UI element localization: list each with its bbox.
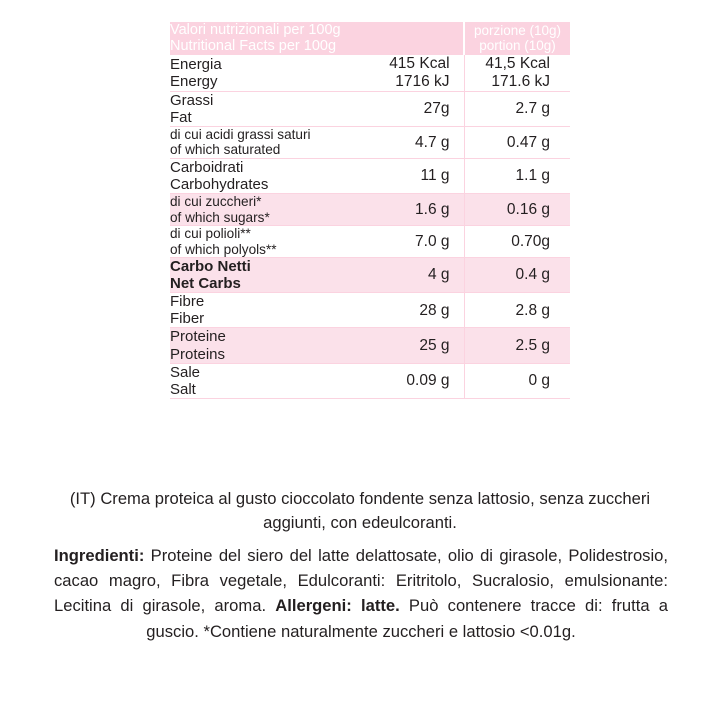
- row-value-portion: 2.7 g: [464, 91, 570, 126]
- row-label-it: Grassi: [170, 91, 214, 109]
- row-label: [170, 55, 358, 91]
- row-value-100g-line1: 415 Kcal: [389, 55, 450, 73]
- row-label: [170, 328, 358, 363]
- row-value-portion-line2: 171.6 kJ: [491, 73, 551, 91]
- row-label-it: Carbo Netti: [170, 258, 251, 276]
- row-label: [170, 126, 358, 158]
- row-label: [170, 91, 358, 126]
- row-value-100g: 4 g: [358, 258, 464, 293]
- header-portion-it: porzione (10g): [473, 23, 562, 39]
- row-value-100g-line2: 1716 kJ: [395, 73, 450, 91]
- row-value-100g: 1.6 g: [358, 194, 464, 226]
- table-header-row: [170, 22, 570, 55]
- allergens-label: Allergeni: latte.: [275, 596, 400, 616]
- row-label-en: Net Carbs: [170, 275, 241, 293]
- row-value-100g: 25 g: [358, 328, 464, 363]
- table-row: [170, 293, 570, 328]
- row-label: [170, 194, 358, 226]
- header-label-cell: [170, 22, 464, 55]
- ingredients-label: Ingredienti:: [54, 546, 145, 565]
- row-label-it: di cui acidi grassi saturi: [170, 126, 311, 142]
- row-label-en: of which polyols**: [170, 241, 277, 257]
- header-label-it: Valori nutrizionali per 100g: [170, 22, 341, 38]
- row-label: [170, 293, 358, 328]
- row-label-it: Carboidrati: [170, 158, 244, 176]
- ingredients-text: Proteine del siero del latte delattosate, olio di girasole, Polidestrosio, cacao magro, Fibra vegetale, Edulcoranti: Eritritolo, Sucralosio, emulsionante: Lecitina di girasole, aroma.: [54, 546, 668, 616]
- row-value-portion: 2.8 g: [464, 293, 570, 328]
- row-label-it: di cui polioli**: [170, 226, 251, 242]
- row-value-portion: 1.1 g: [464, 158, 570, 193]
- row-label-en: Fiber: [170, 310, 205, 328]
- row-value-portion: 0 g: [464, 363, 570, 398]
- description-line-1: (IT) Crema proteica al gusto cioccolato fondente senza lattosio,: [69, 489, 535, 508]
- table-row: [170, 55, 570, 91]
- product-description: [54, 487, 666, 534]
- allergens-text: Può contenere tracce di: frutta a guscio. *Contiene naturalmente zuccheri e lattosio <0.01g.: [146, 596, 669, 641]
- row-label: [170, 226, 358, 258]
- row-value-portion: 0.4 g: [464, 258, 570, 293]
- nutrition-table-body: [170, 22, 570, 398]
- row-value-100g: 11 g: [358, 158, 464, 193]
- row-label-it: di cui zuccheri*: [170, 194, 262, 210]
- header-portion-cell: [464, 22, 570, 55]
- row-label-it: Fibre: [170, 293, 205, 311]
- row-label: [170, 258, 358, 293]
- row-value-portion-line1: 41,5 Kcal: [485, 55, 551, 73]
- row-value-100g: 4.7 g: [358, 126, 464, 158]
- table-row: [170, 328, 570, 363]
- table-bottom-border: [170, 398, 570, 399]
- table-row: [170, 158, 570, 193]
- row-value-portion: [464, 55, 570, 91]
- row-value-portion: 0.70g: [464, 226, 570, 258]
- row-value-portion: 0.47 g: [464, 126, 570, 158]
- row-label-en: Fat: [170, 108, 192, 126]
- description-line-2: senza zuccheri aggiunti, con edeulcoranti.: [263, 489, 651, 532]
- row-label-it: Proteine: [170, 328, 226, 346]
- row-value-100g: 28 g: [358, 293, 464, 328]
- header-label-en: Nutritional Facts per 100g: [170, 38, 337, 55]
- row-label-en: Salt: [170, 380, 196, 398]
- table-row: [170, 126, 570, 158]
- row-label-it: Energia: [170, 56, 222, 74]
- row-label: [170, 363, 358, 398]
- row-value-100g: [358, 55, 464, 91]
- ingredients-paragraph: [54, 543, 668, 644]
- table-row: [170, 91, 570, 126]
- table-row: [170, 226, 570, 258]
- row-label: [170, 158, 358, 193]
- row-label-en: of which sugars*: [170, 209, 270, 225]
- table-row: [170, 363, 570, 398]
- row-label-en: Energy: [170, 73, 218, 91]
- row-label-en: Proteins: [170, 345, 226, 363]
- row-value-100g: 0.09 g: [358, 363, 464, 398]
- row-value-portion: 0.16 g: [464, 194, 570, 226]
- row-value-100g: 27g: [358, 91, 464, 126]
- table-row: [170, 194, 570, 226]
- header-portion-en: portion (10g): [479, 38, 556, 54]
- row-label-en: of which saturated: [170, 142, 281, 158]
- row-label-it: Sale: [170, 363, 201, 381]
- row-value-100g: 7.0 g: [358, 226, 464, 258]
- nutrition-table-container: [170, 22, 570, 399]
- table-row: [170, 258, 570, 293]
- nutrition-table: [170, 22, 570, 398]
- row-label-en: Carbohydrates: [170, 176, 269, 194]
- row-value-portion: 2.5 g: [464, 328, 570, 363]
